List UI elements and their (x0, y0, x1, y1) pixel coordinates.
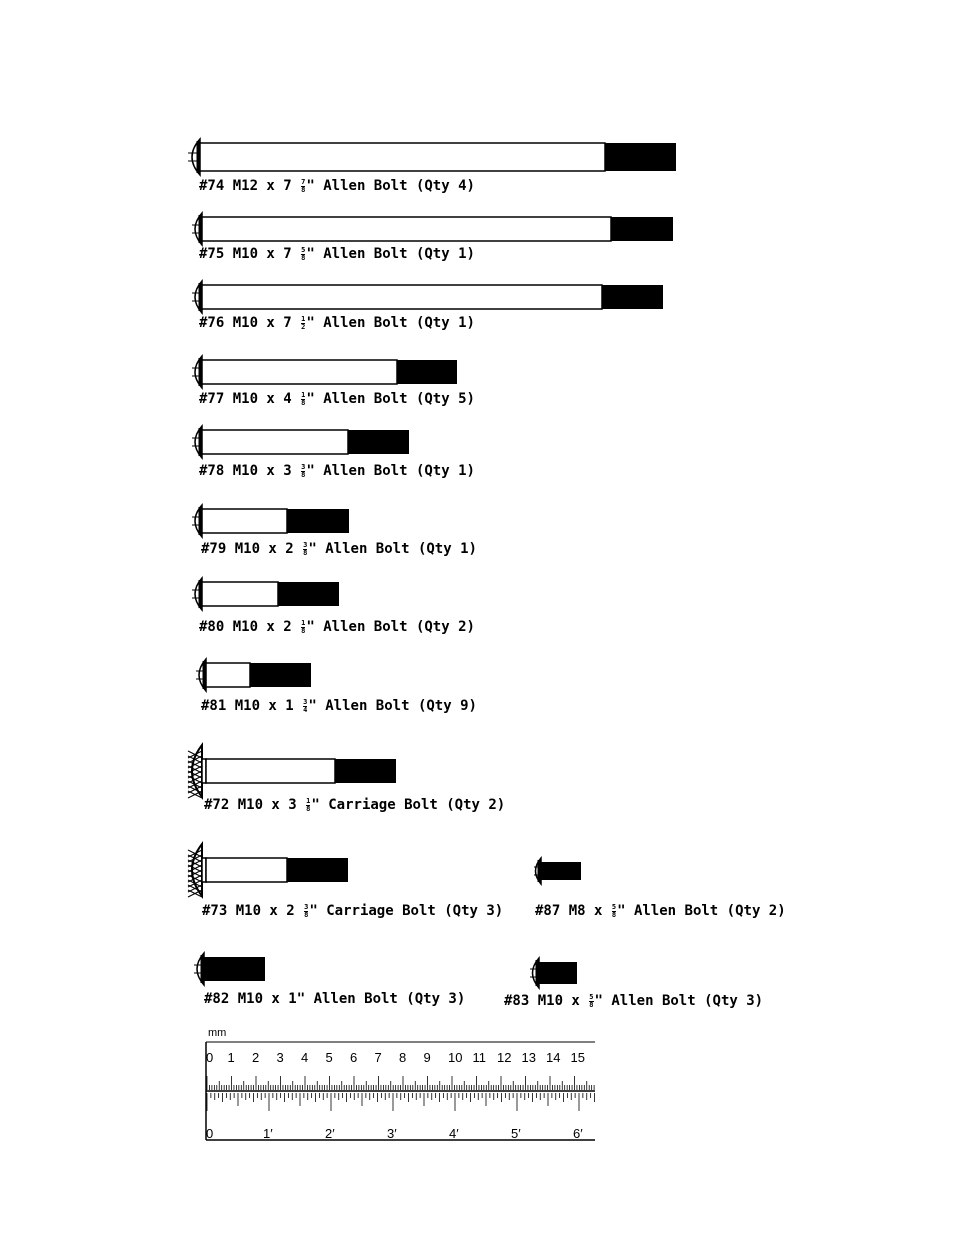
bolt-size-text: #80 M10 x 2 (199, 619, 292, 635)
ruler-mm-label: 13 (521, 1050, 536, 1065)
fraction-denominator: 4 (303, 705, 308, 714)
fraction-numerator: 1 (301, 314, 306, 323)
bolt-87-drawing (534, 858, 581, 884)
bolt-size-text: #83 M10 x (504, 993, 580, 1009)
bolt-77-drawing (192, 356, 457, 388)
fraction-numerator: 1 (301, 618, 306, 627)
ruler-inch-label: 5′ (511, 1126, 521, 1141)
bolt-shank (200, 143, 605, 171)
bolt-thread (204, 957, 265, 981)
bolt-thread (605, 143, 676, 171)
fraction-denominator: 8 (589, 1000, 594, 1009)
fraction (301, 179, 305, 194)
bolt-shank (202, 360, 397, 384)
bolt-size-text: #87 M8 x (535, 903, 603, 919)
fraction-numerator: 5 (301, 245, 306, 254)
bolt-80-drawing (192, 578, 339, 610)
fraction-numerator: 1 (306, 796, 311, 805)
bolt-label-80 (199, 619, 475, 635)
bolt-size-text: #74 M12 x 7 (199, 178, 292, 194)
ruler-mm-label: 2 (252, 1050, 260, 1065)
bolt-type-qty-text: " Allen Bolt (Qty 1) (306, 315, 475, 331)
bolt-74-drawing (188, 139, 676, 175)
bolt-thread (602, 285, 663, 309)
fraction (303, 542, 307, 557)
fraction-denominator: 8 (306, 804, 311, 813)
bolt-type-qty-text: " Allen Bolt (Qty 2) (306, 619, 475, 635)
fraction (301, 620, 305, 635)
ruler-mm-label: 7 (374, 1050, 382, 1065)
ruler-mm-label: 14 (546, 1050, 561, 1065)
bolt-label-79 (201, 541, 477, 557)
fraction-denominator: 8 (304, 910, 309, 919)
bolt-size-text: #77 M10 x 4 (199, 391, 292, 407)
bolt-shank (202, 430, 348, 454)
ruler-mm-label: 1 (227, 1050, 235, 1065)
bolt-thread (541, 862, 581, 880)
bolt-type-qty-text: " Allen Bolt (Qty 3) (594, 993, 764, 1009)
fraction-denominator: 8 (301, 185, 306, 194)
bolt-73-drawing (188, 844, 348, 897)
ruler-mm-label: 12 (497, 1050, 512, 1065)
bolt-size-text: #75 M10 x 7 (199, 246, 292, 262)
bolt-thread (278, 582, 339, 606)
fraction-numerator: 3 (303, 697, 308, 706)
ruler-mm-label: 3 (276, 1050, 284, 1065)
bolt-thread (287, 858, 348, 882)
bolt-label-77 (199, 391, 475, 407)
fraction-numerator: 1 (301, 390, 306, 399)
bolt-thread (397, 360, 457, 384)
ruler-mm-label: 9 (423, 1050, 431, 1065)
fraction-denominator: 2 (301, 322, 306, 331)
bolt-type-qty-text: " Carriage Bolt (Qty 3) (309, 903, 504, 919)
bolt-shank (206, 759, 335, 783)
fraction (301, 316, 305, 331)
bolt-75-drawing (192, 213, 673, 245)
fraction (306, 798, 310, 813)
fraction (303, 699, 307, 714)
ruler-mm-label: 0 (206, 1050, 214, 1065)
bolt-label-83 (504, 993, 763, 1009)
fraction-denominator: 8 (301, 470, 306, 479)
bolt-size-text: #76 M10 x 7 (199, 315, 292, 331)
ruler-inch-label: 2′ (325, 1126, 335, 1141)
ruler-inch-label: 4′ (449, 1126, 459, 1141)
ruler-unit-label: mm (208, 1027, 227, 1039)
bolt-type-qty-text: " Allen Bolt (Qty 1) (308, 541, 477, 557)
bolt-label-82 (204, 991, 465, 1007)
fraction-numerator: 7 (301, 177, 306, 186)
ruler-mm-label: 8 (399, 1050, 407, 1065)
bolt-label-76 (199, 315, 475, 331)
bolt-81-drawing (196, 659, 311, 691)
bolt-size-text: #73 M10 x 2 (202, 903, 295, 919)
bolt-76-drawing (192, 281, 663, 313)
ruler-inch-label: 1′ (263, 1126, 273, 1141)
bolt-label-75 (199, 246, 475, 262)
bolt-shank (206, 858, 287, 882)
bolt-72-drawing (188, 745, 396, 798)
bolt-size-text: #72 M10 x 3 (204, 797, 297, 813)
fraction-denominator: 8 (611, 910, 617, 919)
bolt-83-drawing (530, 958, 577, 988)
bolt-shank (202, 509, 287, 533)
bolt-shank (206, 663, 250, 687)
ruler-mm-label: 4 (301, 1050, 309, 1065)
bolt-type-qty-text: " Allen Bolt (Qty 9) (308, 698, 477, 714)
fraction-numerator: 3 (304, 902, 309, 911)
bolt-label-74 (199, 178, 475, 194)
bolt-82-drawing (194, 953, 265, 985)
ruler-inch-label: 0 (206, 1126, 214, 1141)
fraction (304, 904, 308, 919)
bolt-type-qty-text: " Allen Bolt (Qty 2) (617, 903, 786, 919)
bolt-label-72 (204, 797, 505, 813)
bolt-type-qty-text: " Allen Bolt (Qty 5) (306, 391, 475, 407)
fraction-denominator: 8 (301, 398, 306, 407)
bolt-label-73 (202, 903, 503, 919)
bolt-thread (335, 759, 396, 783)
fraction-numerator: 5 (611, 902, 617, 911)
fraction-denominator: 8 (301, 626, 306, 635)
ruler (206, 1027, 595, 1141)
bolt-label-87 (535, 903, 786, 919)
fraction-numerator: 5 (589, 992, 594, 1001)
bolt-label-81 (201, 698, 477, 714)
fraction-denominator: 8 (303, 548, 308, 557)
bolt-size-text: #81 M10 x 1 (201, 698, 294, 714)
bolt-shank (202, 582, 278, 606)
bolt-shank (202, 285, 602, 309)
fraction (301, 392, 305, 407)
bolt-thread (287, 509, 349, 533)
bolt-thread (348, 430, 409, 454)
fraction-numerator: 3 (303, 540, 308, 549)
ruler-mm-label: 11 (472, 1050, 486, 1065)
bolt-thread (611, 217, 673, 241)
fraction (301, 247, 305, 262)
bolt-label-78 (199, 463, 475, 479)
bolt-type-qty-text: " Allen Bolt (Qty 1) (306, 246, 475, 262)
bolt-size-text: #79 M10 x 2 (201, 541, 294, 557)
ruler-mm-label: 5 (325, 1050, 333, 1065)
ruler-mm-label: 15 (570, 1050, 585, 1065)
ruler-mm-label: 6 (350, 1050, 358, 1065)
bolt-shank (202, 217, 611, 241)
fraction (589, 994, 593, 1009)
fraction-numerator: 3 (301, 462, 306, 471)
bolt-size-text: #78 M10 x 3 (199, 463, 292, 479)
bolt-size-text: #82 M10 x 1" Allen Bolt (Qty 3) (204, 991, 466, 1007)
bolt-79-drawing (192, 505, 349, 537)
bolt-type-qty-text: " Carriage Bolt (Qty 2) (311, 797, 506, 813)
ruler-inch-label: 3′ (387, 1126, 397, 1141)
bolt-type-qty-text: " Allen Bolt (Qty 1) (306, 463, 475, 479)
bolt-thread (250, 663, 311, 687)
bolt-type-qty-text: " Allen Bolt (Qty 4) (306, 178, 475, 194)
ruler-inch-label: 6′ (573, 1126, 583, 1141)
bolt-78-drawing (192, 426, 409, 458)
fraction-denominator: 8 (301, 253, 306, 262)
ruler-mm-label: 10 (448, 1050, 463, 1065)
fraction (301, 464, 305, 479)
fraction (612, 904, 616, 919)
bolt-thread (539, 962, 577, 984)
